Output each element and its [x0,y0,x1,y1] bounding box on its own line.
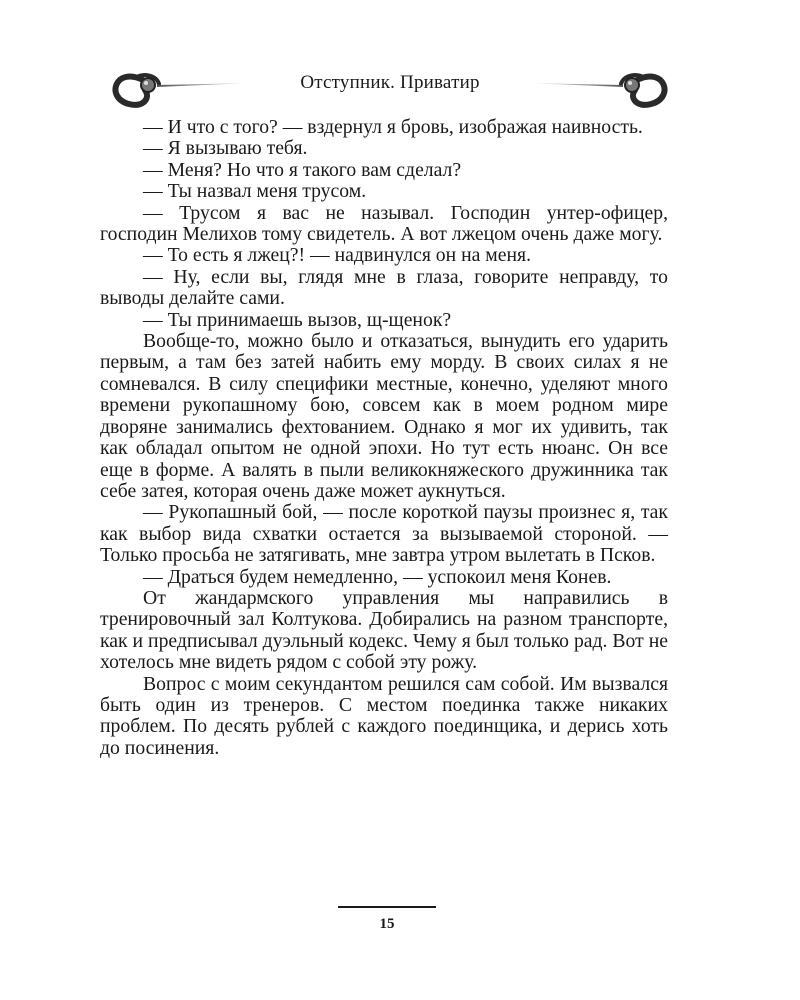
paragraph: Вообще-то, можно было и отказаться, вынудить его ударить первым, а там без затей набить ему морду. В своих силах я не сомневался. В силу специфики местные, конечно, уделяют много времени рукопашному бою, совсем как в моем родном мире дворяне занимались фехтованием. Однако я мог их удивить, так как обладал опытом не одной эпохи. Но тут есть нюанс. Он все еще в форме. А валять в пыли великокняжеского дружинника так себе затея, которая очень даже может аукнуться. [100,330,668,502]
paragraph: — Ты принимаешь вызов, щ-щенок? [143,308,452,331]
paragraph: — Меня? Но что я такого вам сделал? [143,158,462,181]
body-text [100,117,668,759]
right-ornament-icon [525,58,675,114]
paragraph: — То есть я лжец?! — надвинулся он на меня. [143,244,532,267]
paragraph: — Ну, если вы, глядя мне в глаза, говорите неправду, то выводы делайте сами. [100,265,668,310]
page-number: 15 [338,906,436,933]
paragraph: — И что с того? — вздернул я бровь, изображая наивность. [143,116,643,138]
paragraph: — Я вызываю тебя. [143,137,308,160]
paragraph: — Ты назвал меня трусом. [143,180,367,203]
paragraph: — Трусом я вас не называл. Господин унтер-офицер, господин Мелихов тому свидетель. А вот лжецом очень даже могу. [100,201,668,246]
page-header [105,58,675,114]
paragraph: — Драться будем немедленно, — успокоил меня Конев. [143,565,612,588]
paragraph: От жандармского управления мы направились в тренировочный зал Колтукова. Добирались на разном транспорте, как и предписывал дуэльный кодекс. Чему я был только рад. Вот не хотелось мне видеть рядом с собой эту рожу. [100,586,668,674]
running-title: Отступник. Приватир [300,72,480,93]
paragraph: Вопрос с моим секундантом решился сам собой. Им вызвался быть один из тренеров. С местом поединка также никаких проблем. По десять рублей с каждого поединщика, и дерись хоть до посинения. [100,672,668,759]
paragraph: — Рукопашный бой, — после короткой паузы произнес я, так как выбор вида схватки остается за вызываемой стороной. — Только просьба не затягивать, мне завтра утром вылетать в Псков. [100,501,668,567]
